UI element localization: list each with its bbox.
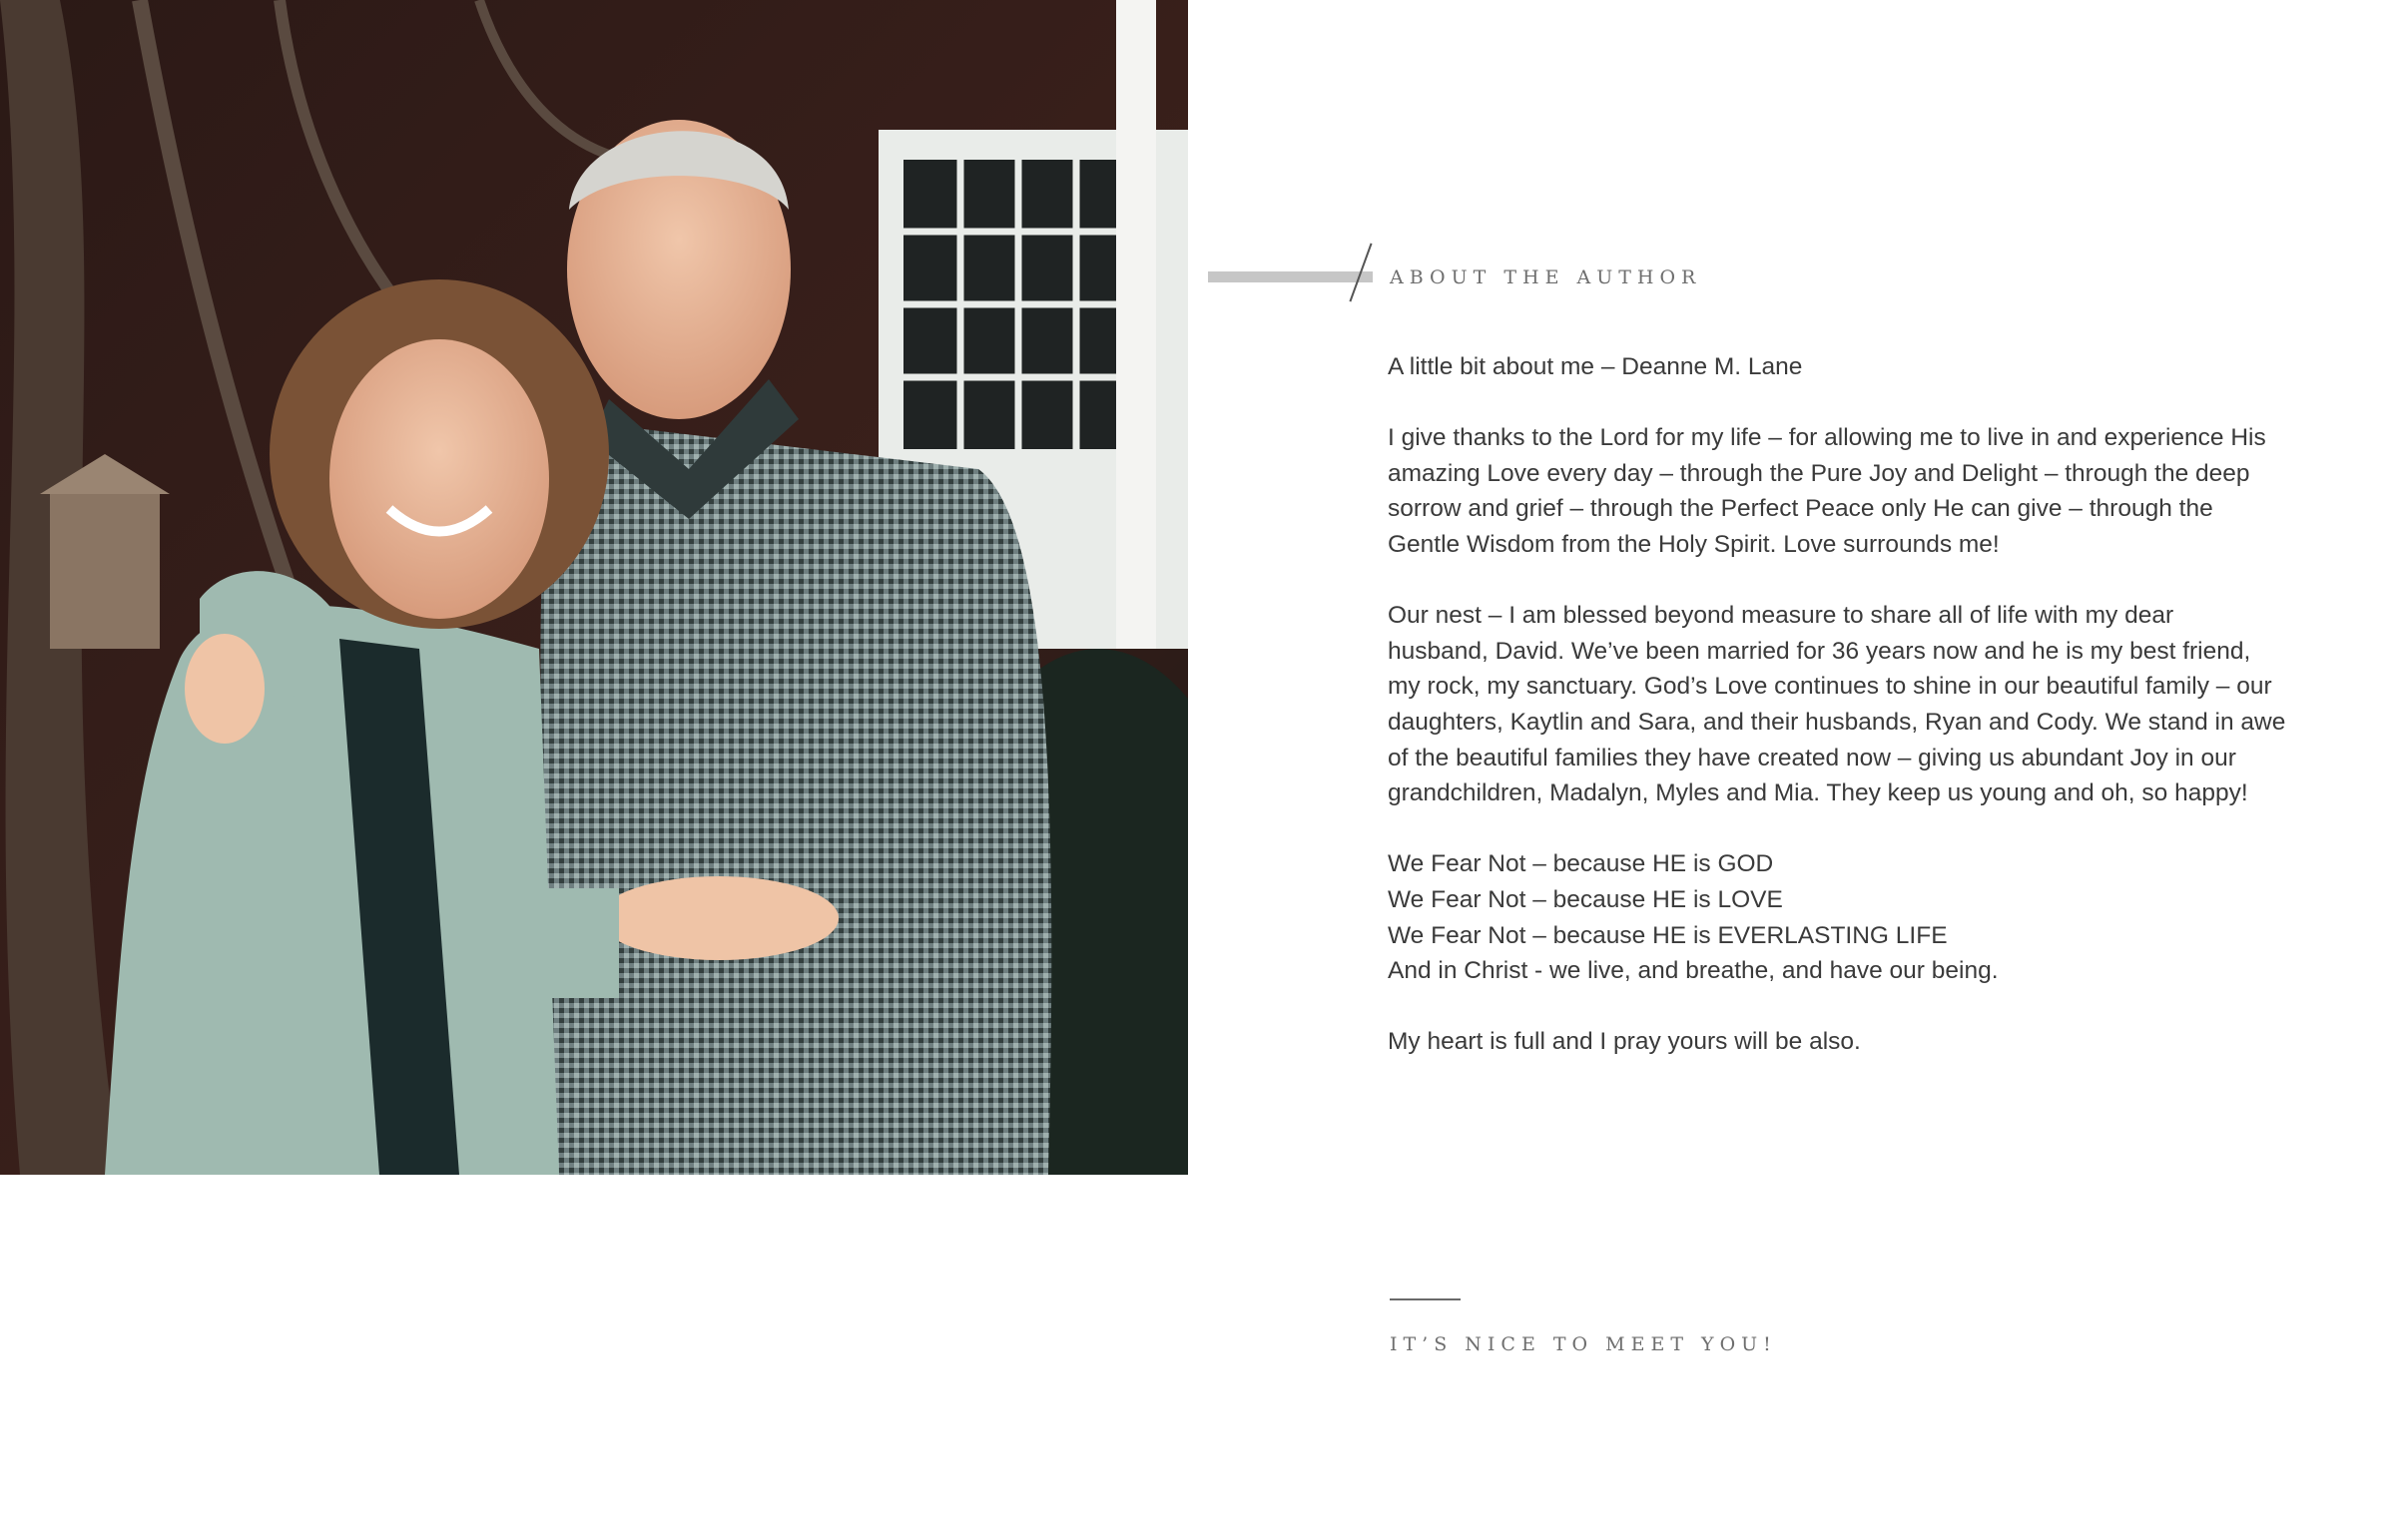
author-photo <box>0 0 1188 1175</box>
bio-line: grandchildren, Madalyn, Myles and Mia. They keep us young and oh, so happy! <box>1388 779 2248 807</box>
accent-bar <box>1208 271 1373 282</box>
bio-line: daughters, Kaytlin and Sara, and their husbands, Ryan and Cody. We stand in awe <box>1388 708 2286 736</box>
bio-line: of the beautiful families they have created now – giving us abundant Joy in our <box>1388 744 2236 771</box>
bio-line: Our nest – I am blessed beyond measure to share all of life with my dear <box>1388 602 2174 630</box>
author-bio <box>1388 349 2286 1060</box>
bio-line: Gentle Wisdom from the Holy Spirit. Love surrounds me! <box>1388 530 2000 558</box>
affirmation-line: And in Christ - we live, and breathe, and have our being. <box>1388 957 1999 985</box>
footer-rule <box>1390 1298 1461 1300</box>
footer-greeting: IT’S NICE TO MEET YOU! <box>1390 1333 1777 1355</box>
bio-closing: My heart is full and I pray yours will be also. <box>1388 1028 1861 1056</box>
affirmation-line: We Fear Not – because HE is LOVE <box>1388 885 1783 913</box>
bio-line: sorrow and grief – through the Perfect Peace only He can give – through the <box>1388 495 2213 523</box>
bio-line: amazing Love every day – through the Pure Joy and Delight – through the deep <box>1388 459 2250 487</box>
affirmation-line: We Fear Not – because HE is EVERLASTING LIFE <box>1388 921 1948 949</box>
bio-affirmations <box>1388 846 2286 988</box>
section-title: ABOUT THE AUTHOR <box>1390 266 1702 288</box>
bio-line: I give thanks to the Lord for my life – for allowing me to live in and experience His <box>1388 424 2266 452</box>
header-accent <box>1208 238 1378 307</box>
bio-paragraph-thanks <box>1388 420 2286 562</box>
bio-line: my rock, my sanctuary. God’s Love continues to shine in our beautiful family – our <box>1388 673 2272 701</box>
affirmation-line: We Fear Not – because HE is GOD <box>1388 850 1774 878</box>
bio-line: husband, David. We’ve been married for 36 years now and he is my best friend, <box>1388 637 2251 665</box>
bio-paragraph-nest <box>1388 598 2286 811</box>
bio-intro: A little bit about me – Deanne M. Lane <box>1388 353 1803 380</box>
